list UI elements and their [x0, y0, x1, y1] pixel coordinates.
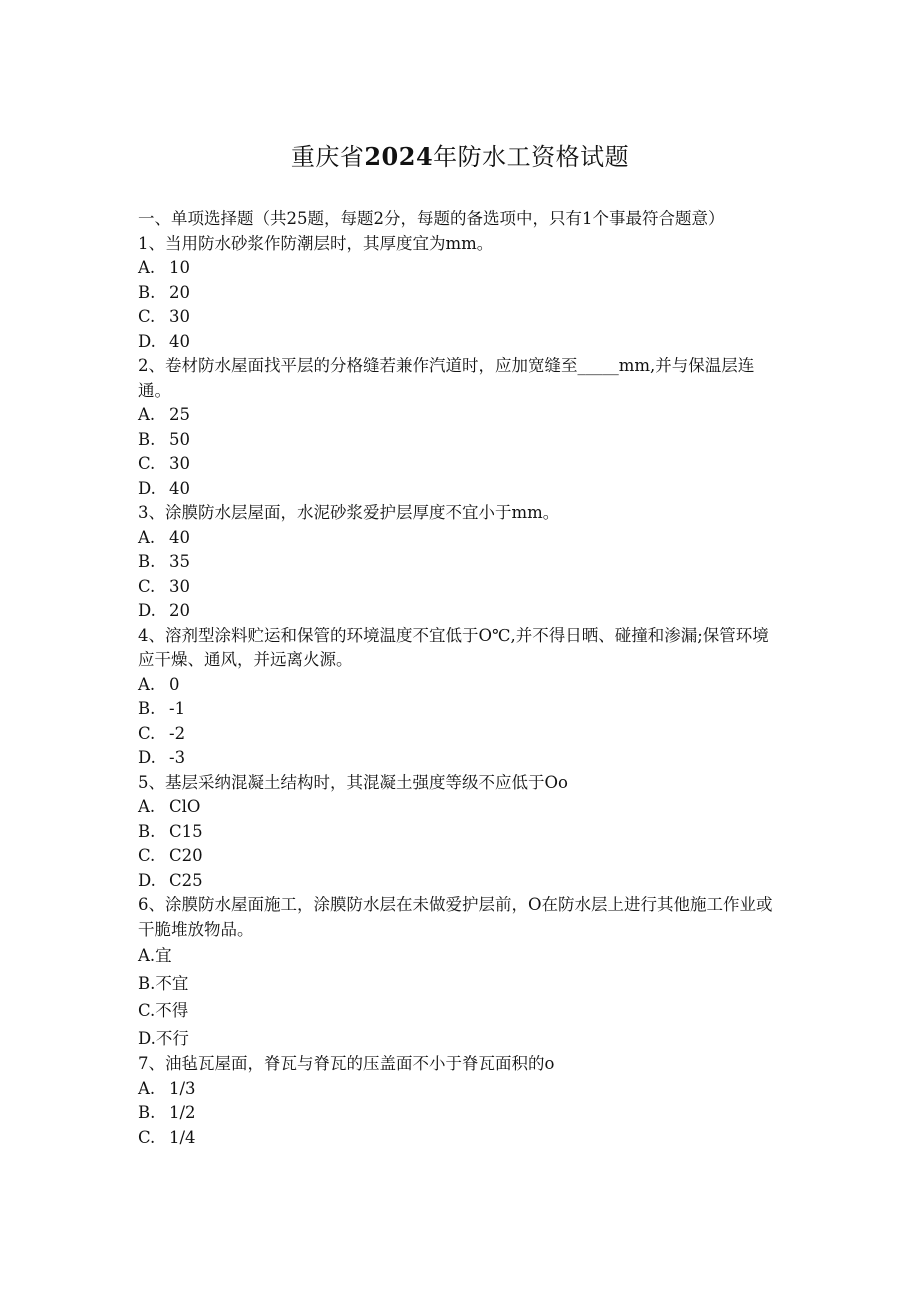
option: A. 1/3: [138, 1078, 196, 1098]
option: A. 0: [138, 674, 180, 694]
title-year: 2024: [364, 142, 434, 171]
option: B.不宜: [138, 973, 189, 993]
option: C. 1/4: [138, 1127, 196, 1147]
question-text: 5、基层采纳混凝土结构时，其混凝土强度等级不应低于Oo: [138, 772, 568, 792]
option: D. -3: [138, 748, 186, 767]
question-text: 6、涂膜防水屋面施工，涂膜防水层在未做爱护层前，O在防水层上进行其他施工作业或干脆堆放物品。: [138, 895, 773, 939]
option: C. 30: [138, 307, 190, 326]
page-title: [0, 140, 920, 174]
question-text: 7、油毡瓦屋面，脊瓦与脊瓦的压盖面不小于脊瓦面积的o: [138, 1054, 555, 1073]
question-text: 2、卷材防水屋面找平层的分格缝若兼作汽道时，应加宽缝至_____mm,并与保温层连通。: [138, 356, 755, 400]
option: A.宜: [138, 946, 172, 965]
option: D. 40: [138, 331, 190, 351]
option: B. 50: [138, 429, 190, 449]
option: C.不得: [138, 1001, 189, 1020]
option: B. C15: [138, 821, 203, 841]
title-prefix: 重庆省: [290, 143, 365, 171]
option: D. C25: [138, 870, 203, 890]
option: B. 20: [138, 282, 190, 302]
title-suffix: 年防水工资格试题: [433, 143, 630, 171]
option: C. C20: [138, 846, 203, 865]
question-text: 4、溶剂型涂料贮运和保管的环境温度不宜低于O℃,并不得日晒、碰撞和渗漏;保管环境应干燥、通风，并远离火源。: [138, 625, 769, 669]
question-text: 3、涂膜防水层屋面，水泥砂浆爱护层厚度不宜小于mm。: [138, 503, 560, 522]
option: C. 30: [138, 576, 190, 596]
option: A. ClO: [138, 797, 201, 816]
option: C. 30: [138, 454, 190, 473]
option: A. 25: [138, 405, 190, 424]
option: D. 20: [138, 601, 190, 620]
option: A. 10: [138, 258, 190, 277]
option: A. 40: [138, 527, 190, 547]
option: B. 1/2: [138, 1103, 196, 1122]
option: B. -1: [138, 699, 186, 718]
option: B. 35: [138, 552, 190, 571]
question-list: [138, 207, 778, 1150]
option: C. -2: [138, 723, 186, 743]
question-text: 1、当用防水砂浆作防潮层时，其厚度宜为mm。: [138, 233, 494, 253]
option: D.不行: [138, 1028, 189, 1048]
section-heading: 一、单项选择题（共25题，每题2分，每题的备选项中，只有1个事最符合题意）: [138, 209, 725, 228]
option: D. 40: [138, 478, 190, 498]
